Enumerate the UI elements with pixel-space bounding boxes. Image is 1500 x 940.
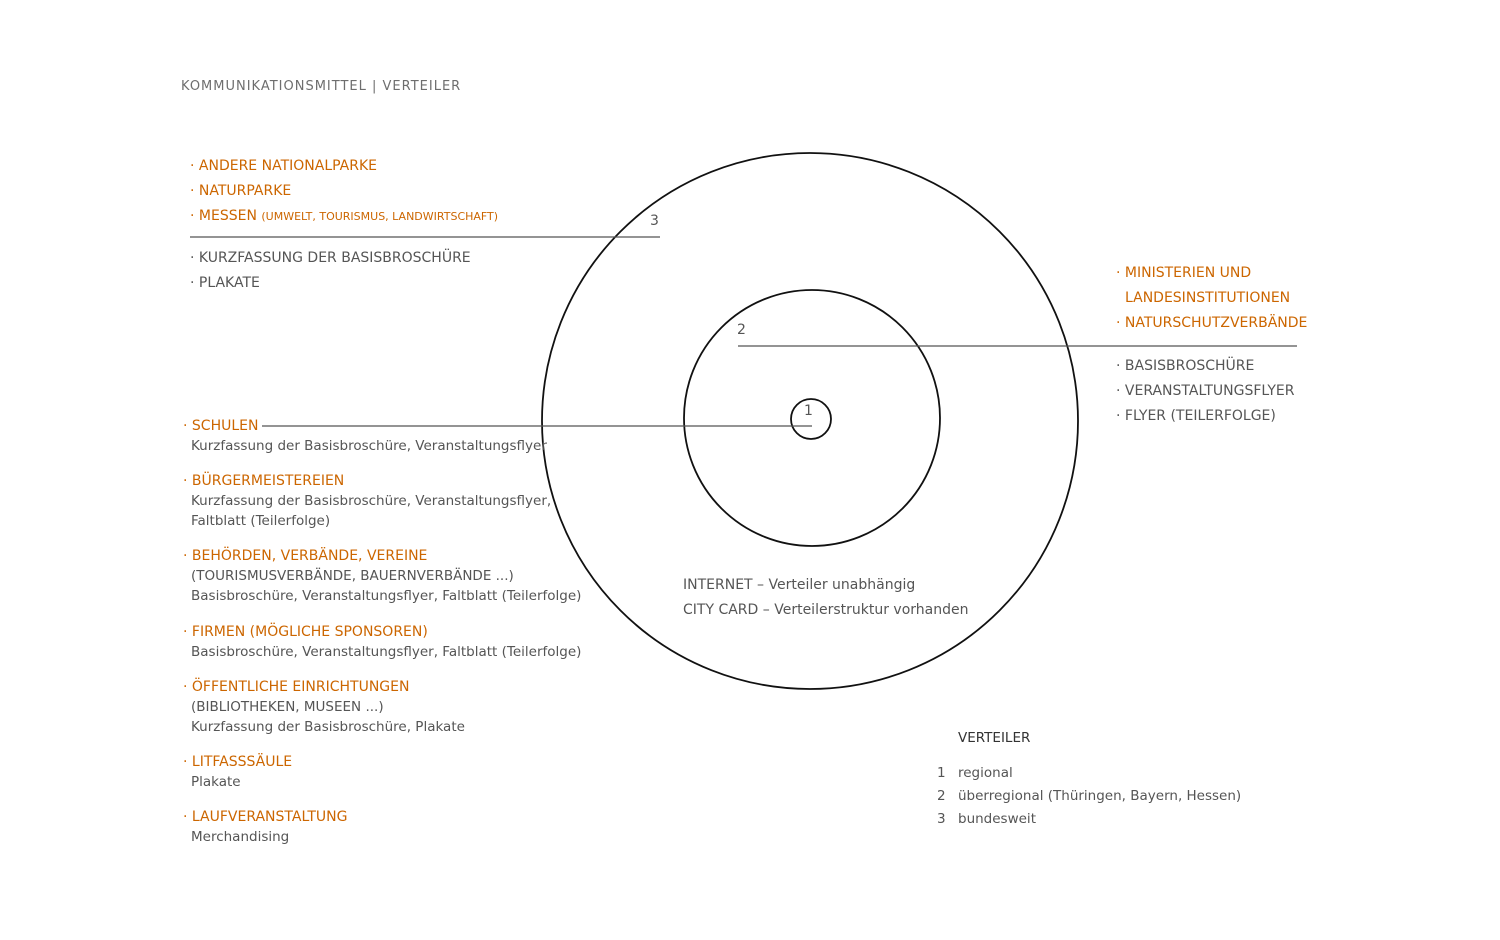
- list-item-detail: Merchandising: [191, 829, 290, 845]
- legend-label: regional: [958, 765, 1013, 781]
- list-item-litfasssaeule: [183, 752, 292, 792]
- list-item-head: · BEHÖRDEN, VERBÄNDE, VEREINE: [183, 548, 428, 564]
- messen-note: (UMWELT, TOURISMUS, LANDWIRTSCHAFT): [261, 210, 499, 223]
- list-item-oeffentliche-einrichtungen: [183, 677, 465, 737]
- list-item-head: · SCHULEN: [183, 418, 259, 434]
- list-item-head: · LITFASSSÄULE: [183, 754, 293, 770]
- page-title: KOMMUNIKATIONSMITTEL | VERTEILER: [181, 79, 462, 94]
- messen-label: · MESSEN: [190, 208, 257, 224]
- list-item-detail: Basisbroschüre, Veranstaltungsflyer, Faltblatt (Teilerfolge): [191, 644, 582, 660]
- ring-number-2: 2: [737, 322, 746, 338]
- list-item-laufveranstaltung: [183, 807, 347, 847]
- legend-title: VERTEILER: [958, 730, 1031, 746]
- legend-number: 3: [937, 811, 946, 827]
- list-item-head: · FIRMEN (MÖGLICHE SPONSOREN): [183, 624, 428, 640]
- list-item-detail: Kurzfassung der Basisbroschüre, Plakate: [191, 719, 465, 735]
- right-material-3: · FLYER (TEILERFOLGE): [1116, 408, 1276, 424]
- list-item-detail: Basisbroschüre, Veranstaltungsflyer, Faltblatt (Teilerfolge): [191, 588, 582, 604]
- list-item-head: · ÖFFENTLICHE EINRICHTUNGEN: [183, 679, 410, 695]
- ring-number-3: 3: [650, 213, 659, 229]
- top-left-recipient-3: [190, 204, 498, 229]
- list-item-detail: Kurzfassung der Basisbroschüre, Veranstaltungsflyer: [191, 438, 547, 454]
- right-recipient-1-cont: LANDESINSTITUTIONEN: [1125, 290, 1291, 306]
- legend-label: bundesweit: [958, 811, 1036, 827]
- list-item-detail: Plakate: [191, 774, 241, 790]
- legend-number: 2: [937, 788, 946, 804]
- right-recipient-1: · MINISTERIEN UND: [1116, 265, 1252, 281]
- top-left-material-1: · KURZFASSUNG DER BASISBROSCHÜRE: [190, 250, 471, 266]
- list-item-detail: (TOURISMUSVERBÄNDE, BAUERNVERBÄNDE ...): [191, 568, 514, 584]
- right-material-1: · BASISBROSCHÜRE: [1116, 358, 1255, 374]
- note-citycard: CITY CARD – Verteilerstruktur vorhanden: [683, 602, 969, 618]
- right-recipient-2: · NATURSCHUTZVERBÄNDE: [1116, 315, 1308, 331]
- list-item-head: · BÜRGERMEISTEREIEN: [183, 473, 345, 489]
- top-left-material-2: · PLAKATE: [190, 275, 260, 291]
- list-item-behoerden: [183, 546, 581, 606]
- legend-number: 1: [937, 765, 946, 781]
- list-item-detail: Faltblatt (Teilerfolge): [191, 513, 331, 529]
- list-item-schulen: [183, 416, 547, 456]
- top-left-recipient-2: · NATURPARKE: [190, 183, 292, 199]
- list-item-detail: (BIBLIOTHEKEN, MUSEEN ...): [191, 699, 384, 715]
- right-material-2: · VERANSTALTUNGSFLYER: [1116, 383, 1295, 399]
- list-item-detail: Kurzfassung der Basisbroschüre, Veranstaltungsflyer,: [191, 493, 552, 509]
- list-item-firmen: [183, 622, 581, 662]
- top-left-recipient-1: · ANDERE NATIONALPARKE: [190, 158, 377, 174]
- list-item-head: · LAUFVERANSTALTUNG: [183, 809, 348, 825]
- ring-number-1: 1: [804, 403, 813, 419]
- list-item-buergermeistereien: [183, 471, 551, 531]
- note-internet: INTERNET – Verteiler unabhängig: [683, 577, 916, 593]
- legend-label: überregional (Thüringen, Bayern, Hessen): [958, 788, 1242, 804]
